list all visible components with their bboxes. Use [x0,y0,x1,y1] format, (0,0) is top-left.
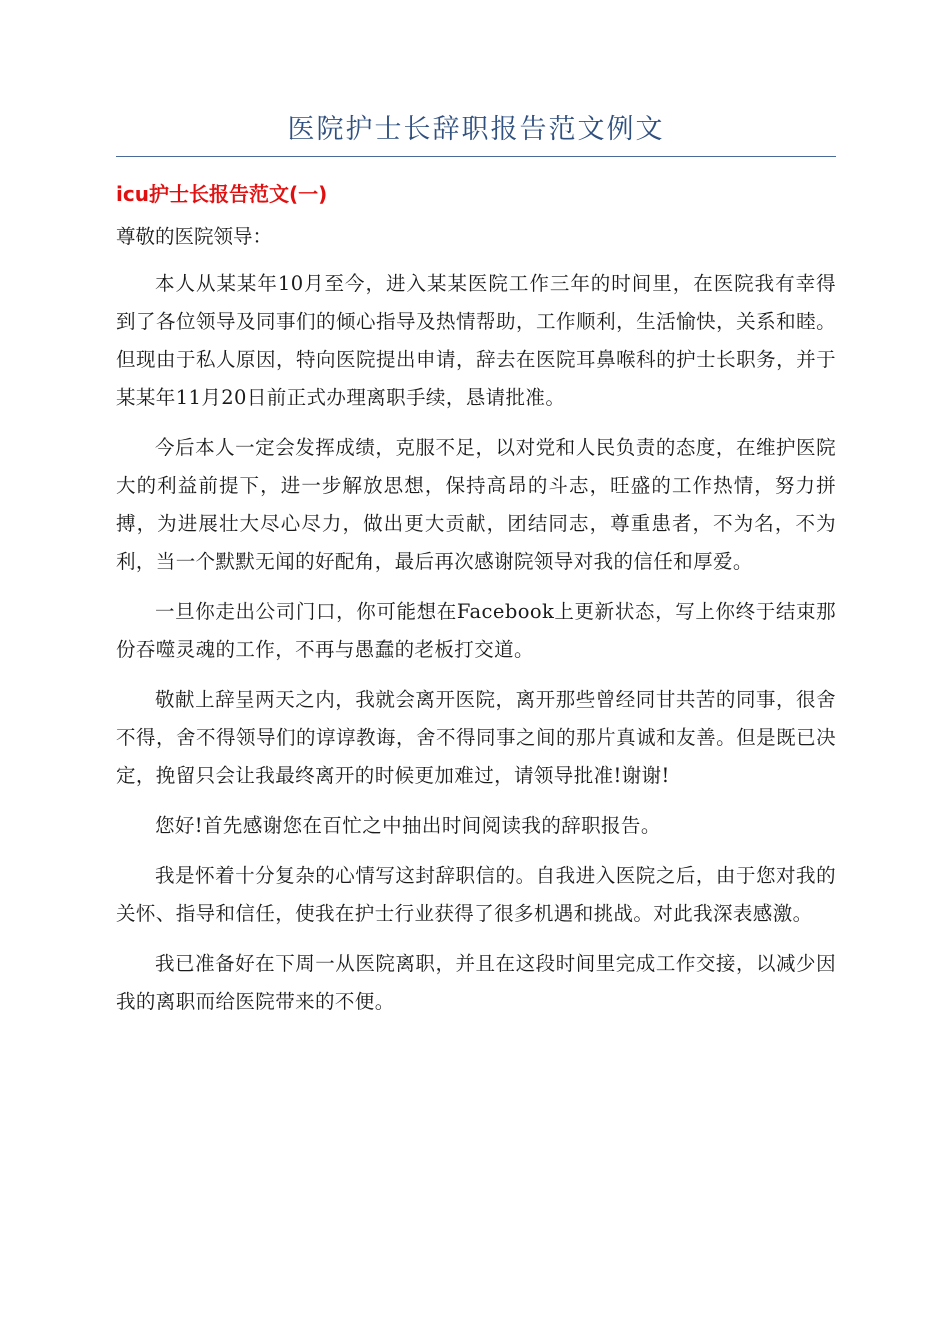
paragraph-2: 今后本人一定会发挥成绩，克服不足，以对党和人民负责的态度，在维护医院大的利益前提下，进一步解放思想，保持高昂的斗志，旺盛的工作热情，努力拼搏，为进展壮大尽心尽力，做出更大贡献，团结同志，尊重患者，不为名，不为利，当一个默默无闻的好配角，最后再次感谢院领导对我的信任和厚爱。 [116,436,836,573]
paragraph-6: 我是怀着十分复杂的心情写这封辞职信的。自我进入医院之后，由于您对我的关怀、指导和信任，使我在护士行业获得了很多机遇和挑战。对此我深表感激。 [116,864,836,925]
salutation: 尊敬的医院领导： [116,225,273,248]
paragraph-4: 敬献上辞呈两天之内，我就会离开医院，离开那些曾经同甘共苦的同事，很舍不得，舍不得领导们的谆谆教诲，舍不得同事之间的那片真诚和友善。但是既已决定，挽留只会让我最终离开的时候更加难过，请领导批准!谢谢! [116,688,836,787]
document-page [116,108,836,1021]
paragraph-7: 我已准备好在下周一从医院离职，并且在这段时间里完成工作交接，以减少因我的离职而给医院带来的不便。 [116,952,836,1013]
section-heading: icu护士长报告范文(一) [116,182,328,206]
paragraph-3: 一旦你走出公司门口，你可能想在Facebook上更新状态，写上你终于结束那份吞噬灵魂的工作，不再与愚蠢的老板打交道。 [116,600,836,661]
document-title: 医院护士长辞职报告范文例文 [116,108,836,157]
paragraph-5: 您好!首先感谢您在百忙之中抽出时间阅读我的辞职报告。 [155,814,661,837]
paragraph-1: 本人从某某年10月至今，进入某某医院工作三年的时间里，在医院我有幸得到了各位领导及同事们的倾心指导及热情帮助，工作顺利，生活愉快，关系和睦。但现由于私人原因，特向医院提出申请，辞去在医院耳鼻喉科的护士长职务，并于某某年11月20日前正式办理离职手续，恳请批准。 [116,272,836,409]
